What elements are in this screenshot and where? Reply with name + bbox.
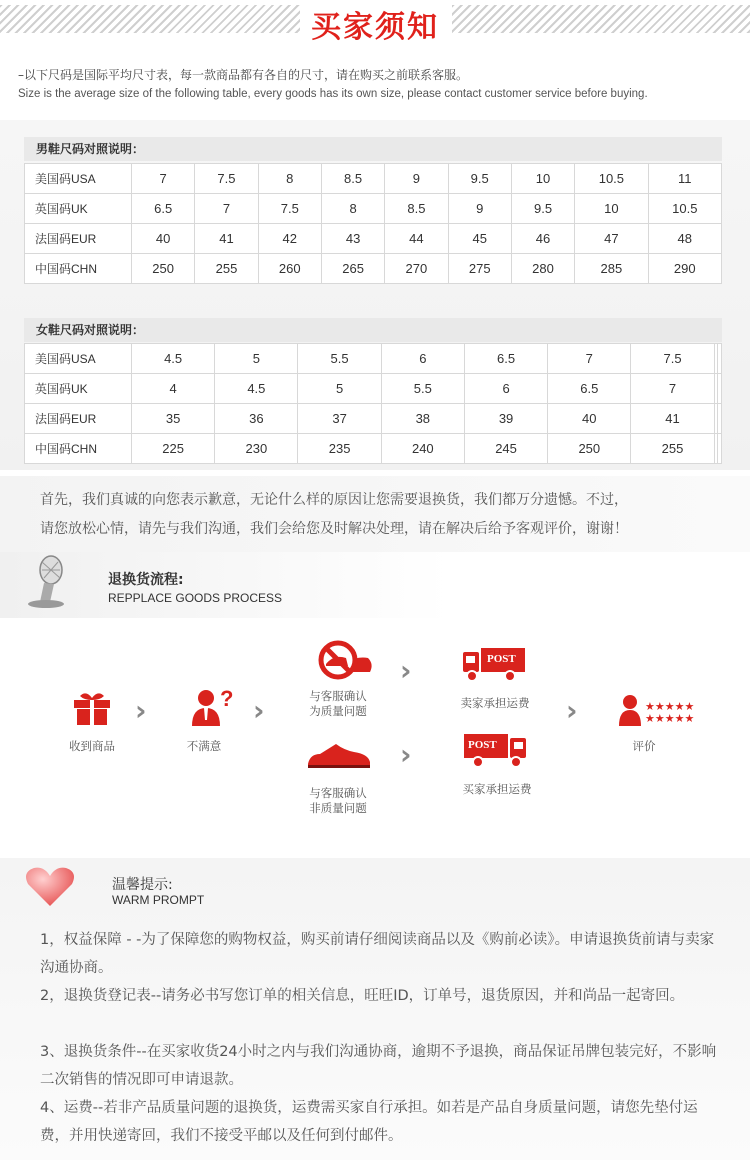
step-seller-pays: 卖家承担运费 (460, 696, 530, 710)
size-row (25, 254, 722, 284)
size-cell: 9 (448, 194, 511, 224)
hatch-decoration-right (452, 5, 750, 33)
size-cell: 6.5 (132, 194, 195, 224)
size-cell: 7 (195, 194, 258, 224)
size-row (25, 374, 722, 404)
size-cell: 10.5 (575, 164, 648, 194)
size-cell: 250 (132, 254, 195, 284)
size-cell: 8.5 (385, 194, 448, 224)
microphone-icon (24, 554, 72, 610)
size-cell: 235 (298, 434, 381, 464)
size-cell: 5 (215, 344, 298, 374)
size-cell: 35 (132, 404, 215, 434)
size-cell: 41 (195, 224, 258, 254)
apology-banner (0, 476, 750, 556)
apology-line-1: 首先，我们真诚的向您表示歉意，无论什么样的原因让您需要退换货，我们都万分遗憾。不过， (40, 492, 628, 508)
size-note-en: Size is the average size of the following table, every goods has its own size, please contact customer service before buying. (18, 88, 648, 100)
size-cell: 40 (548, 404, 631, 434)
warm-tip-2: 2，退换货登记表--请务必书写您订单的相关信息，旺旺ID，订单号，退货原因，并和尚品一起寄回。 (40, 988, 685, 1004)
size-cell: 7.5 (195, 164, 258, 194)
size-cell: 47 (575, 224, 648, 254)
size-cell: 7.5 (631, 344, 714, 374)
post-truck-icon (462, 648, 526, 684)
size-cell: 42 (258, 224, 321, 254)
chevron-right-icon: › (566, 694, 578, 727)
size-cell (718, 404, 722, 434)
size-cell: 38 (381, 404, 464, 434)
size-note-cn: –以下尺码是国际平均尺寸表，每一款商品都有各自的尺寸，请在购买之前联系客服。 (18, 68, 469, 82)
step-received: 收到商品 (69, 739, 115, 753)
step-nonquality-confirm-1: 与客服确认 (309, 786, 367, 800)
size-row (25, 224, 722, 254)
size-cell: 5.5 (381, 374, 464, 404)
size-cell: 260 (258, 254, 321, 284)
size-row-label: 中国码CHN (25, 254, 132, 284)
size-cell: 265 (321, 254, 384, 284)
chevron-right-icon: › (400, 738, 412, 771)
warm-title-cn: 温馨提示: (112, 877, 173, 893)
size-cell: 7.5 (258, 194, 321, 224)
size-cell: 46 (511, 224, 574, 254)
size-cell: 255 (631, 434, 714, 464)
size-cell: 6.5 (548, 374, 631, 404)
size-cell: 9.5 (511, 194, 574, 224)
post-label: POST (468, 739, 497, 751)
step-unsatisfied: 不满意 (186, 739, 222, 753)
step-quality-confirm-2: 为质量问题 (309, 704, 367, 718)
size-cell: 9 (385, 164, 448, 194)
size-cell: 4 (132, 374, 215, 404)
women-size-table (24, 343, 722, 464)
size-row (25, 434, 722, 464)
size-cell: 45 (448, 224, 511, 254)
warm-tip-4: 4、运费--若非产品质量问题的退换货，运费需买家自行承担。如若是产品自身质量问题，请您先垫付运费，并用快递寄回，我们不接受平邮以及任何到付邮件。 (40, 1100, 698, 1144)
size-cell: 8.5 (321, 164, 384, 194)
person-rating-icon (618, 692, 695, 728)
size-cell: 5.5 (298, 344, 381, 374)
size-cell: 9.5 (448, 164, 511, 194)
warm-title-en: WARM PROMPT (112, 893, 205, 907)
size-cell: 37 (298, 404, 381, 434)
size-row-label: 英国码UK (25, 374, 132, 404)
size-cell: 250 (548, 434, 631, 464)
size-cell (718, 374, 722, 404)
size-cell: 290 (648, 254, 721, 284)
chevron-right-icon: › (253, 694, 265, 727)
size-row (25, 164, 722, 194)
size-row-label: 美国码USA (25, 344, 132, 374)
step-review: 评价 (632, 739, 656, 753)
size-row (25, 344, 722, 374)
size-cell: 6.5 (464, 344, 547, 374)
confused-person-icon (190, 686, 234, 728)
women-table-caption: 女鞋尺码对照说明： (24, 318, 722, 342)
process-title-en: REPPLACE GOODS PROCESS (108, 591, 283, 605)
size-cell (718, 434, 722, 464)
size-cell: 10 (511, 164, 574, 194)
size-cell: 5 (298, 374, 381, 404)
page-title: 买家须知 (311, 10, 439, 45)
size-cell: 39 (464, 404, 547, 434)
process-title-cn: 退换货流程: (108, 572, 184, 588)
size-row (25, 404, 722, 434)
size-cell: 40 (132, 224, 195, 254)
size-cell: 6 (464, 374, 547, 404)
chevron-right-icon: › (135, 694, 147, 727)
chevron-right-icon: › (400, 654, 412, 687)
svg-text:?: ? (220, 686, 234, 711)
size-cell (718, 344, 722, 374)
size-cell: 8 (321, 194, 384, 224)
size-row (25, 194, 722, 224)
step-buyer-pays: 买家承担运费 (462, 782, 532, 796)
size-row-label: 英国码UK (25, 194, 132, 224)
svg-text:★★★★★: ★★★★★ (645, 712, 695, 725)
size-cell: 7 (548, 344, 631, 374)
warm-tip-1: 1，权益保障 - -为了保障您的购物权益，购买前请仔细阅读商品以及《购前必读》。申请退换货前请与卖家沟通协商。 (40, 932, 715, 976)
size-cell: 6 (381, 344, 464, 374)
men-table-caption: 男鞋尺码对照说明： (24, 137, 722, 161)
heart-icon (24, 866, 76, 908)
apology-line-2: 请您放松心情，请先与我们沟通，我们会给您及时解决处理，请在解决后给予客观评价，谢谢！ (40, 521, 628, 537)
size-cell: 4.5 (215, 374, 298, 404)
size-row-label: 法国码EUR (25, 224, 132, 254)
size-cell: 245 (464, 434, 547, 464)
size-cell: 230 (215, 434, 298, 464)
process-header (0, 552, 750, 618)
step-quality-confirm-1: 与客服确认 (309, 689, 367, 703)
post-truck-icon (464, 734, 528, 770)
warm-tip-3: 3、退换货条件--在买家收货24小时之内与我们沟通协商，逾期不予退换，商品保证吊牌包装完好，不影响二次销售的情况即可申请退款。 (40, 1044, 717, 1088)
post-label: POST (487, 653, 516, 665)
size-cell: 48 (648, 224, 721, 254)
size-cell: 7 (132, 164, 195, 194)
size-row-label: 中国码CHN (25, 434, 132, 464)
shoe-icon (306, 740, 372, 770)
size-cell: 10 (575, 194, 648, 224)
gift-icon (72, 690, 112, 726)
size-cell: 285 (575, 254, 648, 284)
size-cell: 4.5 (132, 344, 215, 374)
size-cell: 270 (385, 254, 448, 284)
size-row-label: 法国码EUR (25, 404, 132, 434)
header-banner (0, 0, 750, 44)
size-cell: 225 (132, 434, 215, 464)
men-size-table (24, 163, 722, 284)
size-cell: 255 (195, 254, 258, 284)
size-row-label: 美国码USA (25, 164, 132, 194)
size-cell: 10.5 (648, 194, 721, 224)
size-cell: 275 (448, 254, 511, 284)
svg-text:★★★★★: ★★★★★ (645, 700, 695, 713)
hatch-decoration-left (0, 5, 300, 33)
size-cell: 41 (631, 404, 714, 434)
size-cell: 8 (258, 164, 321, 194)
size-cell: 36 (215, 404, 298, 434)
size-cell: 280 (511, 254, 574, 284)
size-cell: 240 (381, 434, 464, 464)
size-cell: 7 (631, 374, 714, 404)
size-cell: 11 (648, 164, 721, 194)
size-cell: 43 (321, 224, 384, 254)
step-nonquality-confirm-2: 非质量问题 (309, 801, 367, 815)
size-cell: 44 (385, 224, 448, 254)
no-shoe-icon (312, 640, 374, 680)
